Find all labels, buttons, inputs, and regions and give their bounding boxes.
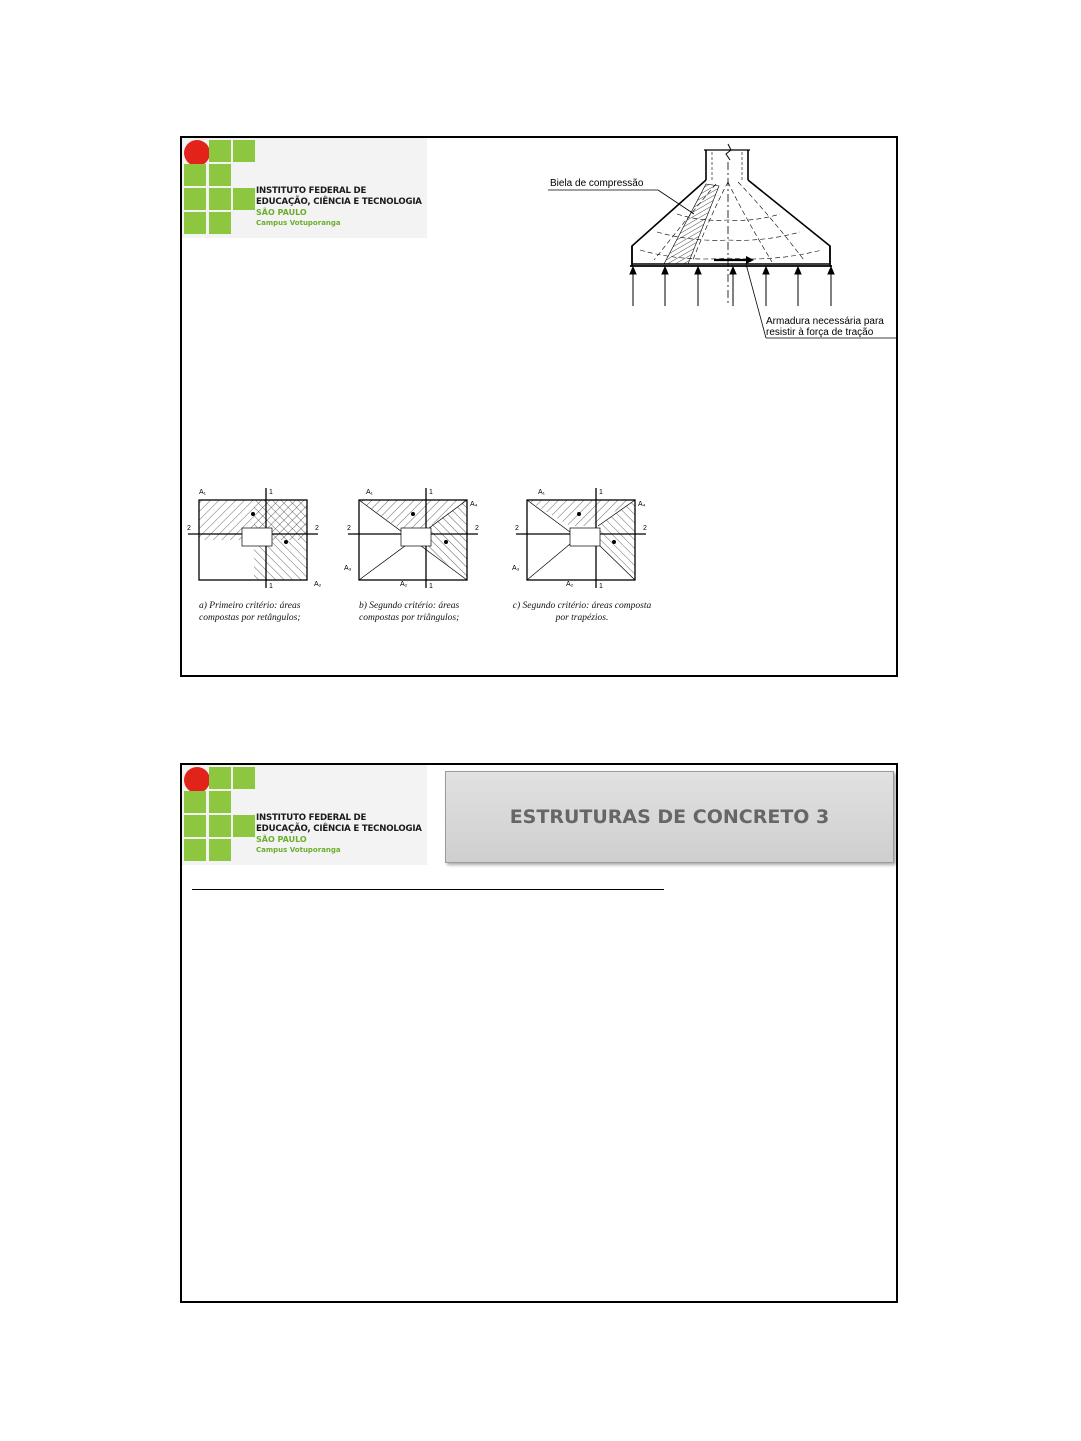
caption-c <box>507 600 657 624</box>
caption-b-line-1: b) Segundo critério: áreas <box>359 601 460 611</box>
label-rebar-2: resistir à força de tração <box>766 327 874 338</box>
fig-b-label-a3: A₃ <box>344 565 352 572</box>
logo-line-4: Campus Votuporanga <box>256 846 341 854</box>
fig-b-label-2-right: 2 <box>475 525 479 532</box>
fig-b-label-a4: A₄ <box>470 501 478 508</box>
fig-c-label-a2: A₂ <box>566 581 574 588</box>
course-title-box <box>445 771 894 863</box>
slide-2 <box>180 763 898 1303</box>
slide-1 <box>180 136 898 677</box>
area-criteria-figures <box>186 482 666 594</box>
figure-c <box>512 488 647 590</box>
caption-c-line-2: por trapézios. <box>555 613 609 623</box>
figure-b <box>344 488 479 590</box>
institute-logo <box>182 138 427 238</box>
fig-a-label-1-top: 1 <box>269 489 273 496</box>
logo-line-2: EDUCAÇÃO, CIÊNCIA E TECNOLOGIA <box>256 824 422 834</box>
course-title: ESTRUTURAS DE CONCRETO 3 <box>509 806 830 828</box>
caption-a-line-1: a) Primeiro critério: áreas <box>199 601 301 611</box>
logo-text <box>256 186 422 228</box>
logo-line-2: EDUCAÇÃO, CIÊNCIA E TECNOLOGIA <box>256 197 422 207</box>
fig-c-label-1-bottom: 1 <box>599 583 603 590</box>
fig-c-label-a3: A₃ <box>512 565 520 572</box>
footing-diagram <box>542 142 898 342</box>
fig-c-label-2-left: 2 <box>515 525 519 532</box>
logo-red-dot <box>184 140 210 166</box>
fig-c-label-2-right: 2 <box>643 525 647 532</box>
fig-c-label-a4: A₄ <box>638 501 646 508</box>
logo-line-3: SÃO PAULO <box>256 208 307 217</box>
label-strut: Biela de compressão <box>550 178 644 189</box>
fig-a-label-2-right: 2 <box>315 525 319 532</box>
fig-a-label-1-bottom: 1 <box>269 583 273 590</box>
fig-a-label-2-left: 2 <box>187 525 191 532</box>
figure-a <box>187 488 322 590</box>
label-rebar-1: Armadura necessária para <box>766 316 884 327</box>
caption-a-line-2: compostas por retângulos; <box>199 613 301 623</box>
fig-c-label-1-top: 1 <box>599 489 603 496</box>
caption-a <box>199 600 301 624</box>
fig-a-label-a2: A₂ <box>314 581 322 588</box>
institute-logo <box>182 765 427 865</box>
logo-line-3: SÃO PAULO <box>256 835 307 844</box>
fig-c-label-a1: A₁ <box>538 489 546 496</box>
logo-text <box>256 813 422 855</box>
logo-line-1: INSTITUTO FEDERAL DE <box>256 813 367 823</box>
logo-line-1: INSTITUTO FEDERAL DE <box>256 186 367 196</box>
fig-b-label-1-top: 1 <box>429 489 433 496</box>
fig-b-label-a1: A₁ <box>366 489 374 496</box>
logo-line-4: Campus Votuporanga <box>256 219 341 227</box>
fig-b-label-a2: A₂ <box>400 581 408 588</box>
caption-b-line-2: compostas por triângulos; <box>359 613 460 623</box>
logo-red-dot <box>184 767 210 793</box>
title-underline <box>192 889 664 890</box>
fig-b-label-1-bottom: 1 <box>429 583 433 590</box>
fig-a-label-a1: A₁ <box>199 489 207 496</box>
caption-c-line-1: c) Segundo critério: áreas composta <box>512 601 652 611</box>
caption-b <box>359 600 459 624</box>
fig-b-label-2-left: 2 <box>347 525 351 532</box>
